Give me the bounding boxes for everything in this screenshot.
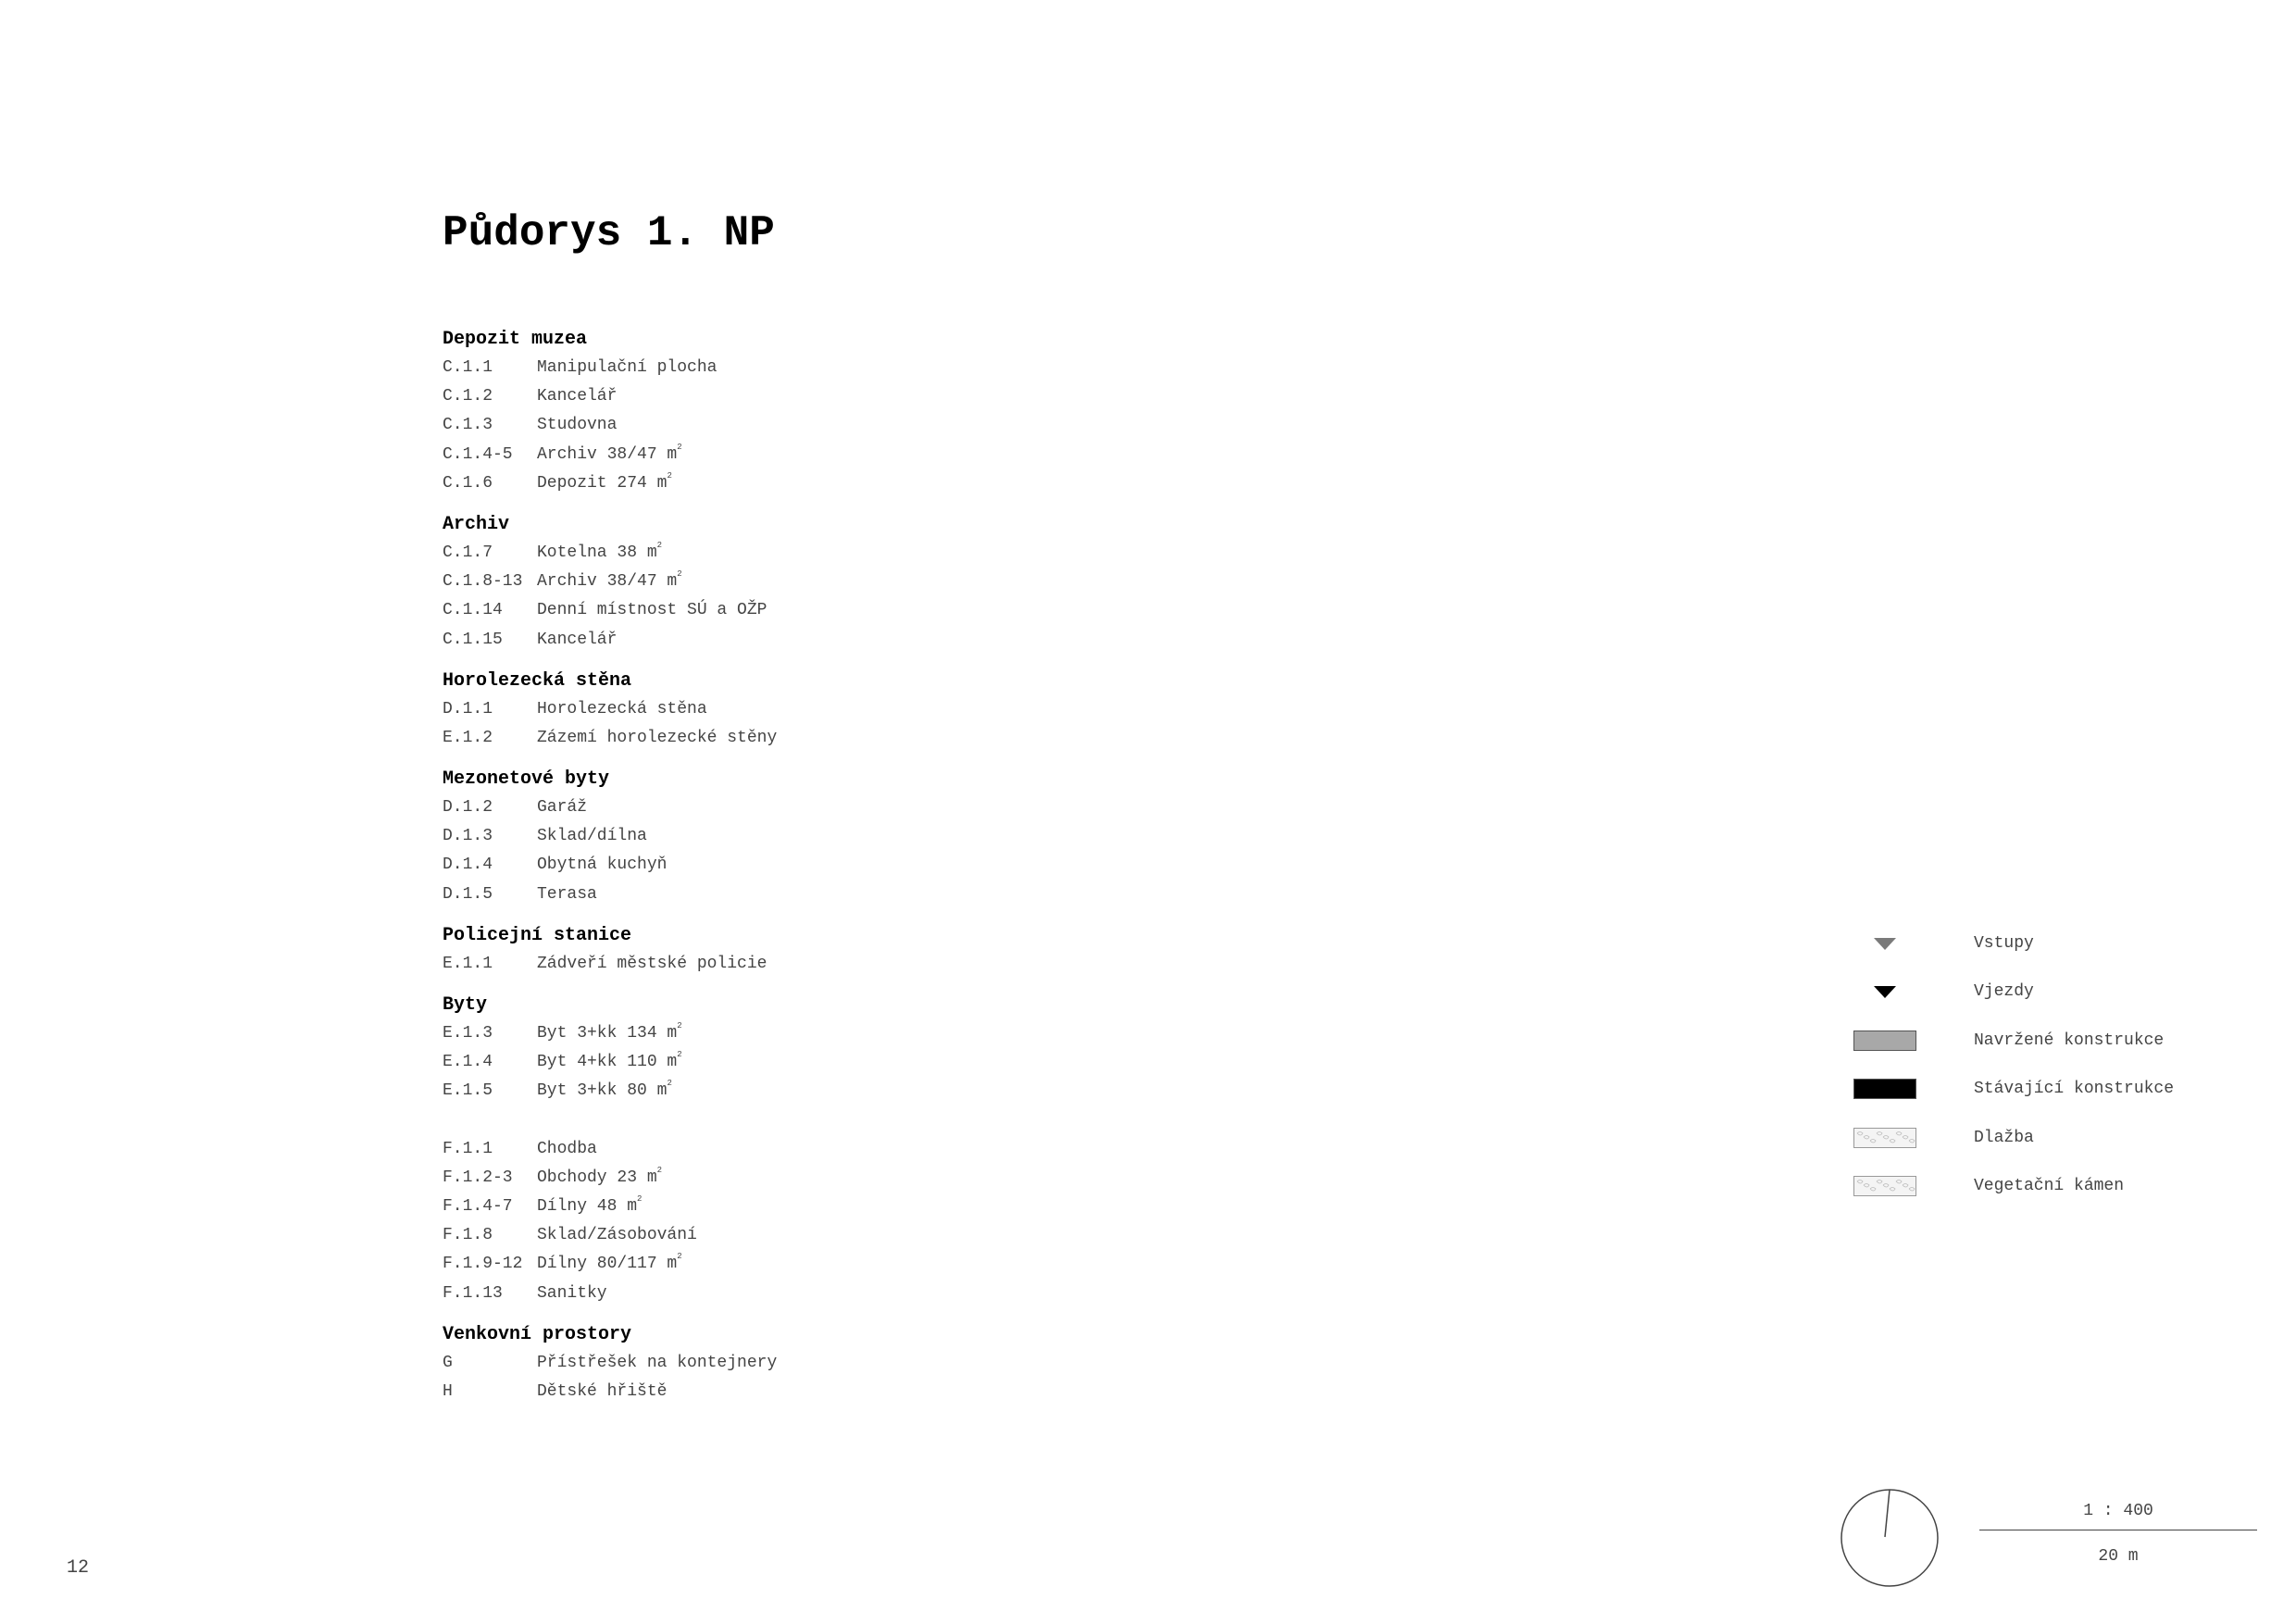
room-name-text: Denní místnost SÚ a OŽP xyxy=(537,601,767,620)
room-row xyxy=(443,1019,961,1048)
room-name xyxy=(537,626,961,655)
room-row xyxy=(443,724,961,753)
room-code: F.1.4-7 xyxy=(443,1196,513,1216)
legend-item xyxy=(1842,1027,2231,1075)
room-section xyxy=(443,668,961,753)
room-code: C.1.2 xyxy=(443,387,493,406)
room-code: C.1.8-13 xyxy=(443,572,523,592)
room-row xyxy=(443,354,961,382)
area-unit-superscript: 2 xyxy=(677,1252,682,1262)
room-row xyxy=(443,626,961,655)
room-row xyxy=(443,382,961,411)
room-row xyxy=(443,822,961,851)
legend-label: Stávající konstrukce xyxy=(1974,1080,2175,1099)
swatch-box xyxy=(1853,1079,1916,1099)
room-list xyxy=(443,326,961,1419)
legend-item xyxy=(1842,1124,2231,1172)
triangle-shape xyxy=(1874,938,1896,950)
room-name xyxy=(537,441,961,469)
section-title: Archiv xyxy=(443,513,510,535)
room-name xyxy=(537,382,961,411)
room-name xyxy=(537,1164,961,1193)
room-code: F.1.9-12 xyxy=(443,1255,523,1274)
fill-swatch xyxy=(1852,1075,1918,1103)
room-code: C.1.4-5 xyxy=(443,444,513,464)
room-row xyxy=(443,1164,961,1193)
room-name-text: Kancelář xyxy=(537,630,618,649)
room-row xyxy=(443,1221,961,1250)
room-row xyxy=(443,1193,961,1221)
room-row xyxy=(443,1349,961,1378)
room-name-text: Garáž xyxy=(537,798,588,818)
room-name-text: Manipulační plocha xyxy=(537,358,718,377)
room-name xyxy=(537,1221,961,1250)
room-code: G xyxy=(443,1353,453,1372)
room-row xyxy=(443,441,961,469)
fill-swatch xyxy=(1852,1027,1918,1055)
room-name-text: Zázemí horolezecké stěny xyxy=(537,728,778,747)
room-name xyxy=(537,1250,961,1279)
room-code: D.1.2 xyxy=(443,798,493,818)
room-name xyxy=(537,411,961,440)
room-code: C.1.3 xyxy=(443,416,493,435)
room-name-text: Byt 3+kk 134 m xyxy=(537,1024,678,1043)
room-name-text: Archiv 38/47 m xyxy=(537,572,678,592)
legend-label: Vegetační kámen xyxy=(1974,1176,2125,1195)
area-unit-superscript: 2 xyxy=(677,1050,682,1060)
room-name xyxy=(537,1019,961,1048)
room-name xyxy=(537,1135,961,1164)
scale-ratio: 1 : 400 xyxy=(2083,1502,2153,1520)
room-row xyxy=(443,411,961,440)
room-name xyxy=(537,568,961,596)
section-title: Horolezecká stěna xyxy=(443,669,632,692)
room-row xyxy=(443,1077,961,1106)
north-arrow-icon xyxy=(1839,1487,1940,1589)
room-row xyxy=(443,695,961,724)
section-title: Byty xyxy=(443,994,488,1016)
area-unit-superscript: 2 xyxy=(677,1021,682,1031)
page-title: Půdorys 1. NP xyxy=(443,209,775,257)
room-name xyxy=(537,724,961,753)
room-name xyxy=(537,1280,961,1308)
room-code: F.1.13 xyxy=(443,1283,503,1303)
triangle-marker-icon xyxy=(1852,930,1918,957)
room-section xyxy=(443,1321,961,1406)
room-name-text: Archiv 38/47 m xyxy=(537,444,678,464)
room-name xyxy=(537,822,961,851)
room-row xyxy=(443,1250,961,1279)
room-name-text: Sklad/Zásobování xyxy=(537,1226,697,1245)
legend-label: Vstupy xyxy=(1974,934,2034,953)
room-name-text: Přístřešek na kontejnery xyxy=(537,1353,778,1372)
room-code: E.1.3 xyxy=(443,1024,493,1043)
room-code: D.1.4 xyxy=(443,856,493,875)
hatch-swatch xyxy=(1852,1124,1918,1152)
room-name-text: Horolezecká stěna xyxy=(537,699,707,718)
section-title: Venkovní prostory xyxy=(443,1323,632,1345)
area-unit-superscript: 2 xyxy=(677,442,682,452)
room-code: E.1.4 xyxy=(443,1053,493,1072)
hatch-pattern xyxy=(1853,1128,1916,1148)
legend-label: Dlažba xyxy=(1974,1128,2034,1147)
room-section xyxy=(443,511,961,655)
section-title: Mezonetové byty xyxy=(443,768,610,791)
room-name-text: Terasa xyxy=(537,884,597,904)
room-name-text: Dílny 80/117 m xyxy=(537,1255,678,1274)
room-name-text: Studovna xyxy=(537,416,618,435)
room-section xyxy=(443,326,961,498)
room-name xyxy=(537,596,961,625)
room-name-text: Dílny 48 m xyxy=(537,1196,638,1216)
room-code: D.1.1 xyxy=(443,699,493,718)
room-name-text: Chodba xyxy=(537,1139,597,1158)
room-code: C.1.1 xyxy=(443,358,493,377)
legend-item xyxy=(1842,1172,2231,1220)
legend xyxy=(1842,930,2231,1220)
room-name xyxy=(537,793,961,822)
room-code: F.1.8 xyxy=(443,1226,493,1245)
room-name-text: Depozit 274 m xyxy=(537,473,668,493)
room-row xyxy=(443,469,961,498)
room-code: H xyxy=(443,1381,453,1401)
room-name xyxy=(537,469,961,498)
room-code: F.1.2-3 xyxy=(443,1168,513,1187)
room-row xyxy=(443,1048,961,1077)
room-row xyxy=(443,881,961,909)
triangle-shape xyxy=(1874,986,1896,998)
legend-label: Navržené konstrukce xyxy=(1974,1031,2165,1050)
scale-bar xyxy=(1979,1493,2257,1575)
room-section xyxy=(443,766,961,909)
room-name xyxy=(537,695,961,724)
page-number: 12 xyxy=(67,1557,90,1579)
room-name xyxy=(537,1349,961,1378)
triangle-marker-icon xyxy=(1852,978,1918,1006)
area-unit-superscript: 2 xyxy=(677,569,682,580)
area-unit-superscript: 2 xyxy=(667,470,672,481)
swatch-box xyxy=(1853,1031,1916,1051)
room-row xyxy=(443,568,961,596)
room-name-text: Dětské hřiště xyxy=(537,1381,668,1401)
room-code: C.1.6 xyxy=(443,473,493,493)
room-row xyxy=(443,950,961,979)
room-code: C.1.14 xyxy=(443,601,503,620)
room-name-text: Byt 4+kk 110 m xyxy=(537,1053,678,1072)
area-unit-superscript: 2 xyxy=(667,1079,672,1089)
room-row xyxy=(443,851,961,880)
room-name xyxy=(537,1193,961,1221)
room-name-text: Zádveří městské policie xyxy=(537,954,767,973)
room-code: D.1.3 xyxy=(443,827,493,846)
room-code: F.1.1 xyxy=(443,1139,493,1158)
area-unit-superscript: 2 xyxy=(656,1165,663,1175)
room-name-text: Kotelna 38 m xyxy=(537,543,657,562)
section-title: Depozit muzea xyxy=(443,329,588,350)
room-name xyxy=(537,1048,961,1077)
area-unit-superscript: 2 xyxy=(656,540,663,550)
room-row xyxy=(443,1135,961,1164)
legend-label: Vjezdy xyxy=(1974,982,2034,1002)
legend-item xyxy=(1842,1075,2231,1123)
room-name-text: Kancelář xyxy=(537,387,618,406)
room-row xyxy=(443,1280,961,1308)
legend-item xyxy=(1842,978,2231,1026)
room-name xyxy=(537,950,961,979)
row-spacer xyxy=(443,1106,961,1135)
room-row xyxy=(443,1378,961,1406)
room-name xyxy=(537,539,961,568)
room-row xyxy=(443,793,961,822)
room-name xyxy=(537,851,961,880)
hatch-swatch xyxy=(1852,1172,1918,1200)
room-code: E.1.5 xyxy=(443,1081,493,1101)
legend-item xyxy=(1842,930,2231,978)
room-name-text: Byt 3+kk 80 m xyxy=(537,1081,668,1101)
room-code: C.1.7 xyxy=(443,543,493,562)
room-name-text: Obytná kuchyň xyxy=(537,856,668,875)
room-row xyxy=(443,596,961,625)
room-section xyxy=(443,992,961,1308)
scale-length: 20 m xyxy=(2098,1547,2139,1566)
room-code: D.1.5 xyxy=(443,884,493,904)
room-name xyxy=(537,1077,961,1106)
room-name xyxy=(537,1378,961,1406)
room-row xyxy=(443,539,961,568)
room-name-text: Sanitky xyxy=(537,1283,607,1303)
hatch-pattern xyxy=(1853,1176,1916,1196)
room-name-text: Sklad/dílna xyxy=(537,827,647,846)
room-code: C.1.15 xyxy=(443,630,503,649)
section-title: Policejní stanice xyxy=(443,924,632,946)
room-name-text: Obchody 23 m xyxy=(537,1168,657,1187)
room-code: E.1.1 xyxy=(443,954,493,973)
room-section xyxy=(443,922,961,979)
room-name xyxy=(537,354,961,382)
room-code: E.1.2 xyxy=(443,728,493,747)
area-unit-superscript: 2 xyxy=(637,1193,643,1204)
room-name xyxy=(537,881,961,909)
